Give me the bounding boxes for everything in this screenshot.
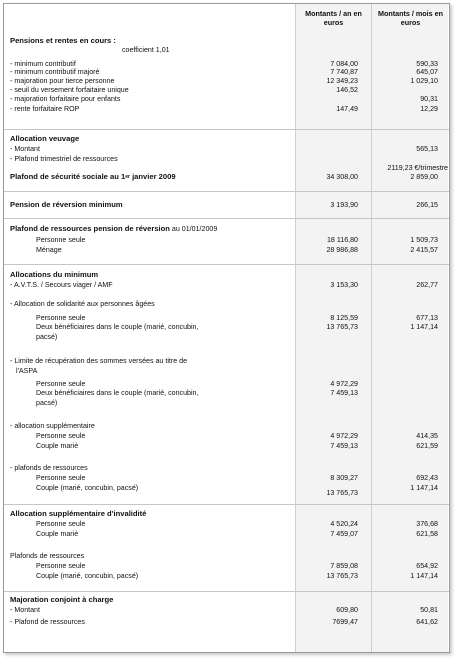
section-title-veuvage: Allocation veuvage bbox=[10, 134, 80, 143]
table-row-continued bbox=[4, 399, 449, 407]
monthly-value: 621,59 bbox=[416, 442, 438, 450]
row-label: Deux bénéficiaires dans le couple (marié, concubin, bbox=[36, 389, 199, 397]
section-title-row bbox=[4, 510, 449, 518]
section-divider bbox=[4, 264, 449, 265]
monthly-value: 1 147,14 bbox=[410, 572, 438, 580]
annual-value: 609,80 bbox=[336, 606, 358, 614]
row-label: Personne seule bbox=[36, 432, 86, 440]
section-divider bbox=[4, 129, 449, 130]
monthly-value: 621,58 bbox=[416, 530, 438, 538]
table-row bbox=[4, 618, 449, 626]
table-row bbox=[4, 60, 449, 68]
monthly-value: 2 415,57 bbox=[410, 246, 438, 254]
annual-value: 7 459,13 bbox=[330, 442, 358, 450]
annual-value: 8 125,59 bbox=[330, 314, 358, 322]
annual-value: 146,52 bbox=[336, 86, 358, 94]
monthly-value: 590,33 bbox=[416, 60, 438, 68]
monthly-value: 1 029,10 bbox=[410, 77, 438, 85]
annual-value: 13 765,73 bbox=[326, 572, 358, 580]
table-row bbox=[4, 474, 449, 482]
row-label: Personne seule bbox=[36, 562, 86, 570]
annual-value: 12 349,23 bbox=[326, 77, 358, 85]
table-row bbox=[4, 380, 449, 388]
annual-value: 3 153,30 bbox=[330, 281, 358, 289]
annual-value: 28 986,88 bbox=[326, 246, 358, 254]
table-row bbox=[4, 432, 449, 440]
table-row bbox=[4, 442, 449, 450]
annual-value: 7 459,07 bbox=[330, 530, 358, 538]
section-divider bbox=[4, 191, 449, 192]
row-label: - majoration forfaitaire pour enfants bbox=[10, 95, 121, 103]
section-title-invalidite: Allocation supplémentaire d'invalidité bbox=[10, 509, 147, 518]
annual-value: 7 459,13 bbox=[330, 389, 358, 397]
monthly-value: 2119,23 €/trimestre bbox=[387, 164, 448, 172]
row-label: Personne seule bbox=[36, 314, 86, 322]
row-label: - Montant bbox=[10, 606, 40, 614]
subsection-title bbox=[4, 422, 449, 430]
table-row-value bbox=[4, 489, 449, 497]
annual-value: 3 193,90 bbox=[330, 201, 358, 209]
recup-title: l'ASPA bbox=[16, 367, 38, 375]
row-label: - Plafond trimestriel de ressources bbox=[10, 155, 118, 163]
row-label: Personne seule bbox=[36, 236, 86, 244]
monthly-value: 1 509,73 bbox=[410, 236, 438, 244]
monthly-value: 654,92 bbox=[416, 562, 438, 570]
section-divider bbox=[4, 591, 449, 592]
row-label: - A.V.T.S. / Secours viager / AMF bbox=[10, 281, 113, 289]
header-annual-amounts: Montants / an en euros bbox=[305, 9, 362, 27]
pss-label: Plafond de sécurité sociale au 1er janvier 2009 bbox=[10, 172, 176, 181]
annual-value: 147,49 bbox=[336, 105, 358, 113]
table-row bbox=[4, 314, 449, 322]
section-title-reversion-plafond: Plafond de ressources pension de réversion au 01/01/2009 bbox=[10, 224, 218, 233]
table-row bbox=[4, 201, 449, 209]
monthly-value: 414,35 bbox=[416, 432, 438, 440]
section-title-row bbox=[4, 596, 449, 604]
table-row bbox=[4, 323, 449, 331]
table-row bbox=[4, 520, 449, 528]
section-divider bbox=[4, 218, 449, 219]
monthly-value: 692,43 bbox=[416, 474, 438, 482]
table-row bbox=[4, 95, 449, 103]
table-row bbox=[4, 246, 449, 254]
row-label: - seuil du versement forfaitaire unique bbox=[10, 86, 129, 94]
subsection-title bbox=[4, 357, 449, 365]
row-label: - minimum contributif bbox=[10, 60, 76, 68]
monthly-value: 90,31 bbox=[420, 95, 438, 103]
table-row bbox=[4, 105, 449, 113]
annual-value: 4 972,29 bbox=[330, 432, 358, 440]
coefficient-label: coefficient 1,01 bbox=[122, 46, 170, 54]
annual-value: 13 765,73 bbox=[326, 489, 358, 497]
annual-value: 8 309,27 bbox=[330, 474, 358, 482]
table-row bbox=[4, 389, 449, 397]
table-row bbox=[4, 68, 449, 76]
monthly-value: 645,07 bbox=[416, 68, 438, 76]
monthly-value: 2 859,00 bbox=[410, 173, 438, 181]
row-label: Personne seule bbox=[36, 520, 86, 528]
row-label: Ménage bbox=[36, 246, 62, 254]
benefits-table bbox=[3, 3, 450, 653]
subsection-title-continued bbox=[4, 367, 449, 375]
supp-title: - allocation supplémentaire bbox=[10, 422, 95, 430]
subsection-title bbox=[4, 464, 449, 472]
row-label: - minimum contributif majoré bbox=[10, 68, 100, 76]
recup-title: - Limite de récupération des sommes versées au titre de bbox=[10, 357, 188, 365]
monthly-value: 565,13 bbox=[416, 145, 438, 153]
table-row bbox=[4, 562, 449, 570]
section-title-minimum: Allocations du minimum bbox=[10, 270, 99, 279]
table-row-continued bbox=[4, 333, 449, 341]
monthly-value: 266,15 bbox=[416, 201, 438, 209]
section-title-majoration: Majoration conjoint à charge bbox=[10, 595, 114, 604]
annual-value: 7 084,00 bbox=[330, 60, 358, 68]
row-label: - rente forfaitaire ROP bbox=[10, 105, 80, 113]
table-row bbox=[4, 86, 449, 94]
annual-value: 7699,47 bbox=[332, 618, 358, 626]
row-label: - Plafond de ressources bbox=[10, 618, 85, 626]
row-label: pacsé) bbox=[36, 399, 58, 407]
monthly-value: 50,81 bbox=[420, 606, 438, 614]
table-row bbox=[4, 236, 449, 244]
table-row bbox=[4, 572, 449, 580]
subsection-title bbox=[4, 552, 449, 560]
monthly-value: 1 147,14 bbox=[410, 484, 438, 492]
table-row bbox=[4, 155, 449, 163]
row-label: - majoration pour tierce personne bbox=[10, 77, 115, 85]
annual-value: 34 308,00 bbox=[326, 173, 358, 181]
table-row bbox=[4, 173, 449, 181]
row-label: Couple (marié, concubin, pacsé) bbox=[36, 572, 139, 580]
section-title-row bbox=[4, 271, 449, 279]
section-title-row bbox=[4, 135, 449, 143]
header-monthly-amounts: Montants / mois en euros bbox=[377, 9, 444, 27]
table-row bbox=[4, 530, 449, 538]
monthly-value: 376,68 bbox=[416, 520, 438, 528]
row-label: pacsé) bbox=[36, 333, 58, 341]
monthly-value: 1 147,14 bbox=[410, 323, 438, 331]
row-label: Personne seule bbox=[36, 474, 86, 482]
table-row bbox=[4, 281, 449, 289]
row-label: Deux bénéficiaires dans le couple (marié, concubin, bbox=[36, 323, 199, 331]
row-label: Couple marié bbox=[36, 530, 79, 538]
section-title-pensions: Pensions et rentes en cours : bbox=[10, 36, 116, 45]
table-row bbox=[4, 606, 449, 614]
annual-value: 18 116,80 bbox=[326, 236, 358, 244]
annual-value: 7 740,87 bbox=[330, 68, 358, 76]
row-label: Couple (marié, concubin, pacsé) bbox=[36, 484, 139, 492]
row-label: Personne seule bbox=[36, 380, 86, 388]
plaf-title: - plafonds de ressources bbox=[10, 464, 88, 472]
annual-value: 7 859,08 bbox=[330, 562, 358, 570]
annual-value: 4 520,24 bbox=[330, 520, 358, 528]
annual-value: 4 972,29 bbox=[330, 380, 358, 388]
coefficient-row bbox=[4, 46, 449, 54]
plaf-title: Plafonds de ressources bbox=[10, 552, 85, 560]
section-divider bbox=[4, 504, 449, 505]
table-row bbox=[4, 145, 449, 153]
row-label: Couple marié bbox=[36, 442, 79, 450]
table-row bbox=[4, 77, 449, 85]
section-title-reversion-min: Pension de réversion minimum bbox=[10, 200, 123, 209]
monthly-value: 12,29 bbox=[420, 105, 438, 113]
monthly-value: 677,13 bbox=[416, 314, 438, 322]
table-row bbox=[4, 164, 449, 172]
monthly-value: 641,62 bbox=[416, 618, 438, 626]
aspa-title: - Allocation de solidarité aux personnes âgées bbox=[10, 300, 155, 308]
subsection-title bbox=[4, 300, 449, 308]
row-label: - Montant bbox=[10, 145, 40, 153]
monthly-value: 262,77 bbox=[416, 281, 438, 289]
section-title-row bbox=[4, 225, 449, 233]
annual-value: 13 765,73 bbox=[326, 323, 358, 331]
section-title-row bbox=[4, 37, 449, 45]
